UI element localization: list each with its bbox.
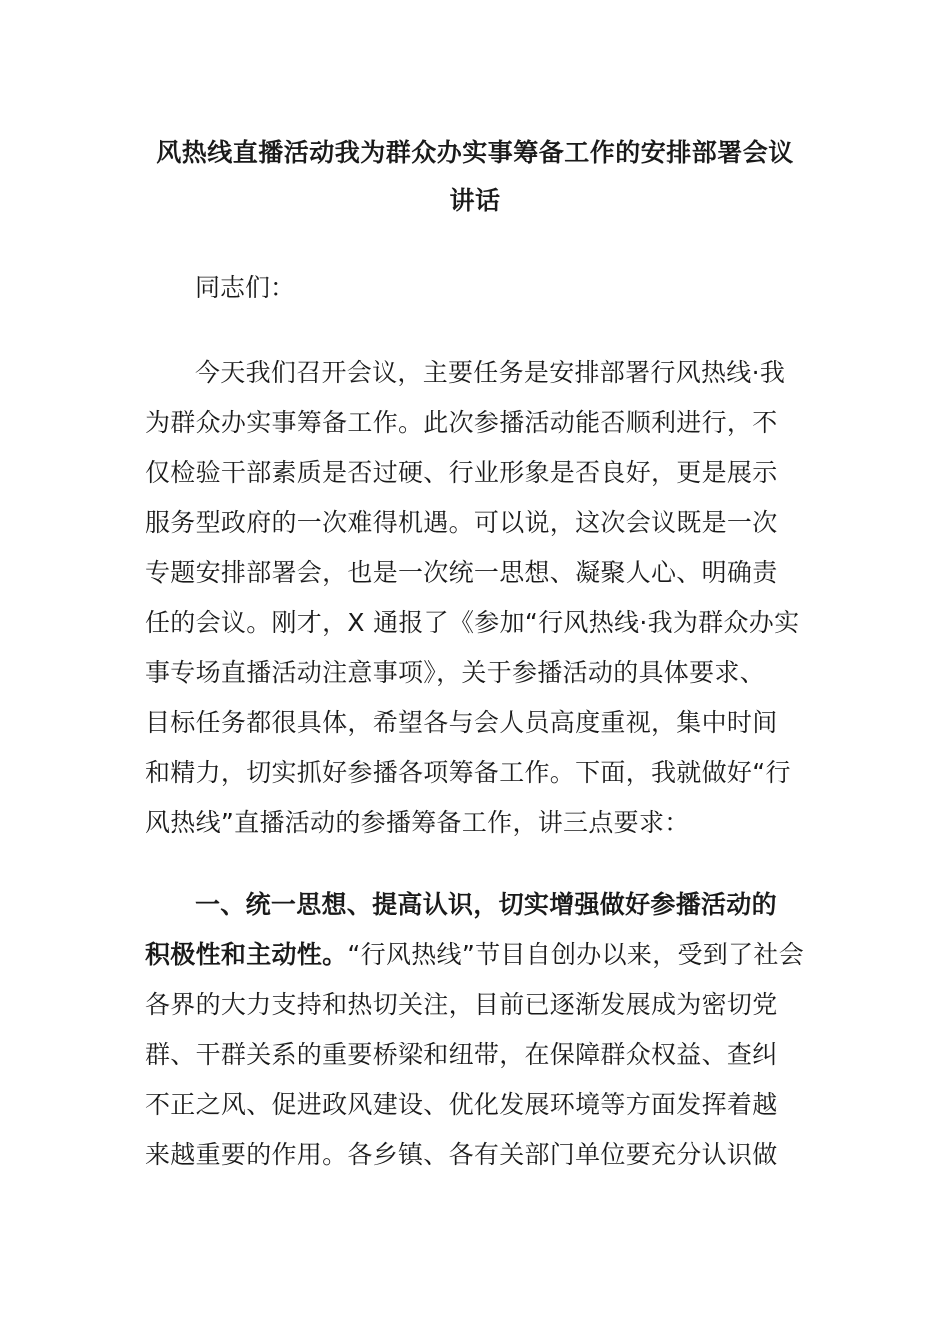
salutation: 同志们： [195, 273, 296, 302]
paragraph-line: 仅检验干部素质是否过硬、行业形象是否良好，更是展示 [145, 458, 778, 487]
section-text-start: “行风热线”节目自创办以来，受到了社会 [347, 940, 805, 969]
paragraph-line: 专题安排部署会，也是一次统一思想、凝聚人心、明确责 [145, 558, 778, 587]
paragraph-line: 来越重要的作用。各乡镇、各有关部门单位要充分认识做 [145, 1140, 778, 1169]
paragraph-line: 任的会议。刚才，X 通报了《参加“行风热线·我为群众办实 [145, 608, 800, 637]
paragraph-line: 各界的大力支持和热切关注，目前已逐渐发展成为密切党 [145, 990, 778, 1019]
paragraph-line: 不正之风、促进政风建设、优化发展环境等方面发挥着越 [145, 1090, 778, 1119]
paragraph-intro [145, 348, 815, 848]
paragraph-line: 和精力，切实抓好参播各项筹备工作。下面，我就做好“行 [145, 758, 791, 787]
title-line-2: 讲话 [449, 186, 501, 215]
title-line-1: 风热线直播活动我为群众办实事筹备工作的安排部署会议 [156, 138, 794, 167]
paragraph-line: 为群众办实事筹备工作。此次参播活动能否顺利进行，不 [145, 408, 778, 437]
paragraph-line: 今天我们召开会议，主要任务是安排部署行风热线·我 [195, 358, 786, 387]
paragraph-line [145, 930, 815, 980]
paragraph-line: 服务型政府的一次难得机遇。可以说，这次会议既是一次 [145, 508, 778, 537]
paragraph-line: 目标任务都很具体，希望各与会人员高度重视，集中时间 [145, 708, 778, 737]
paragraph-line: 事专场直播活动注意事项》，关于参播活动的具体要求、 [145, 658, 766, 687]
paragraph-line: 风热线”直播活动的参播筹备工作，讲三点要求： [145, 808, 690, 837]
paragraph-line: 群、干群关系的重要桥梁和纽带，在保障群众权益、查纠 [145, 1040, 778, 1069]
section-heading-end: 积极性和主动性。 [145, 940, 348, 969]
section-heading-line: 一、统一思想、提高认识，切实增强做好参播活动的 [195, 890, 777, 919]
document-title [140, 129, 810, 225]
paragraph-section-one [145, 880, 815, 1180]
